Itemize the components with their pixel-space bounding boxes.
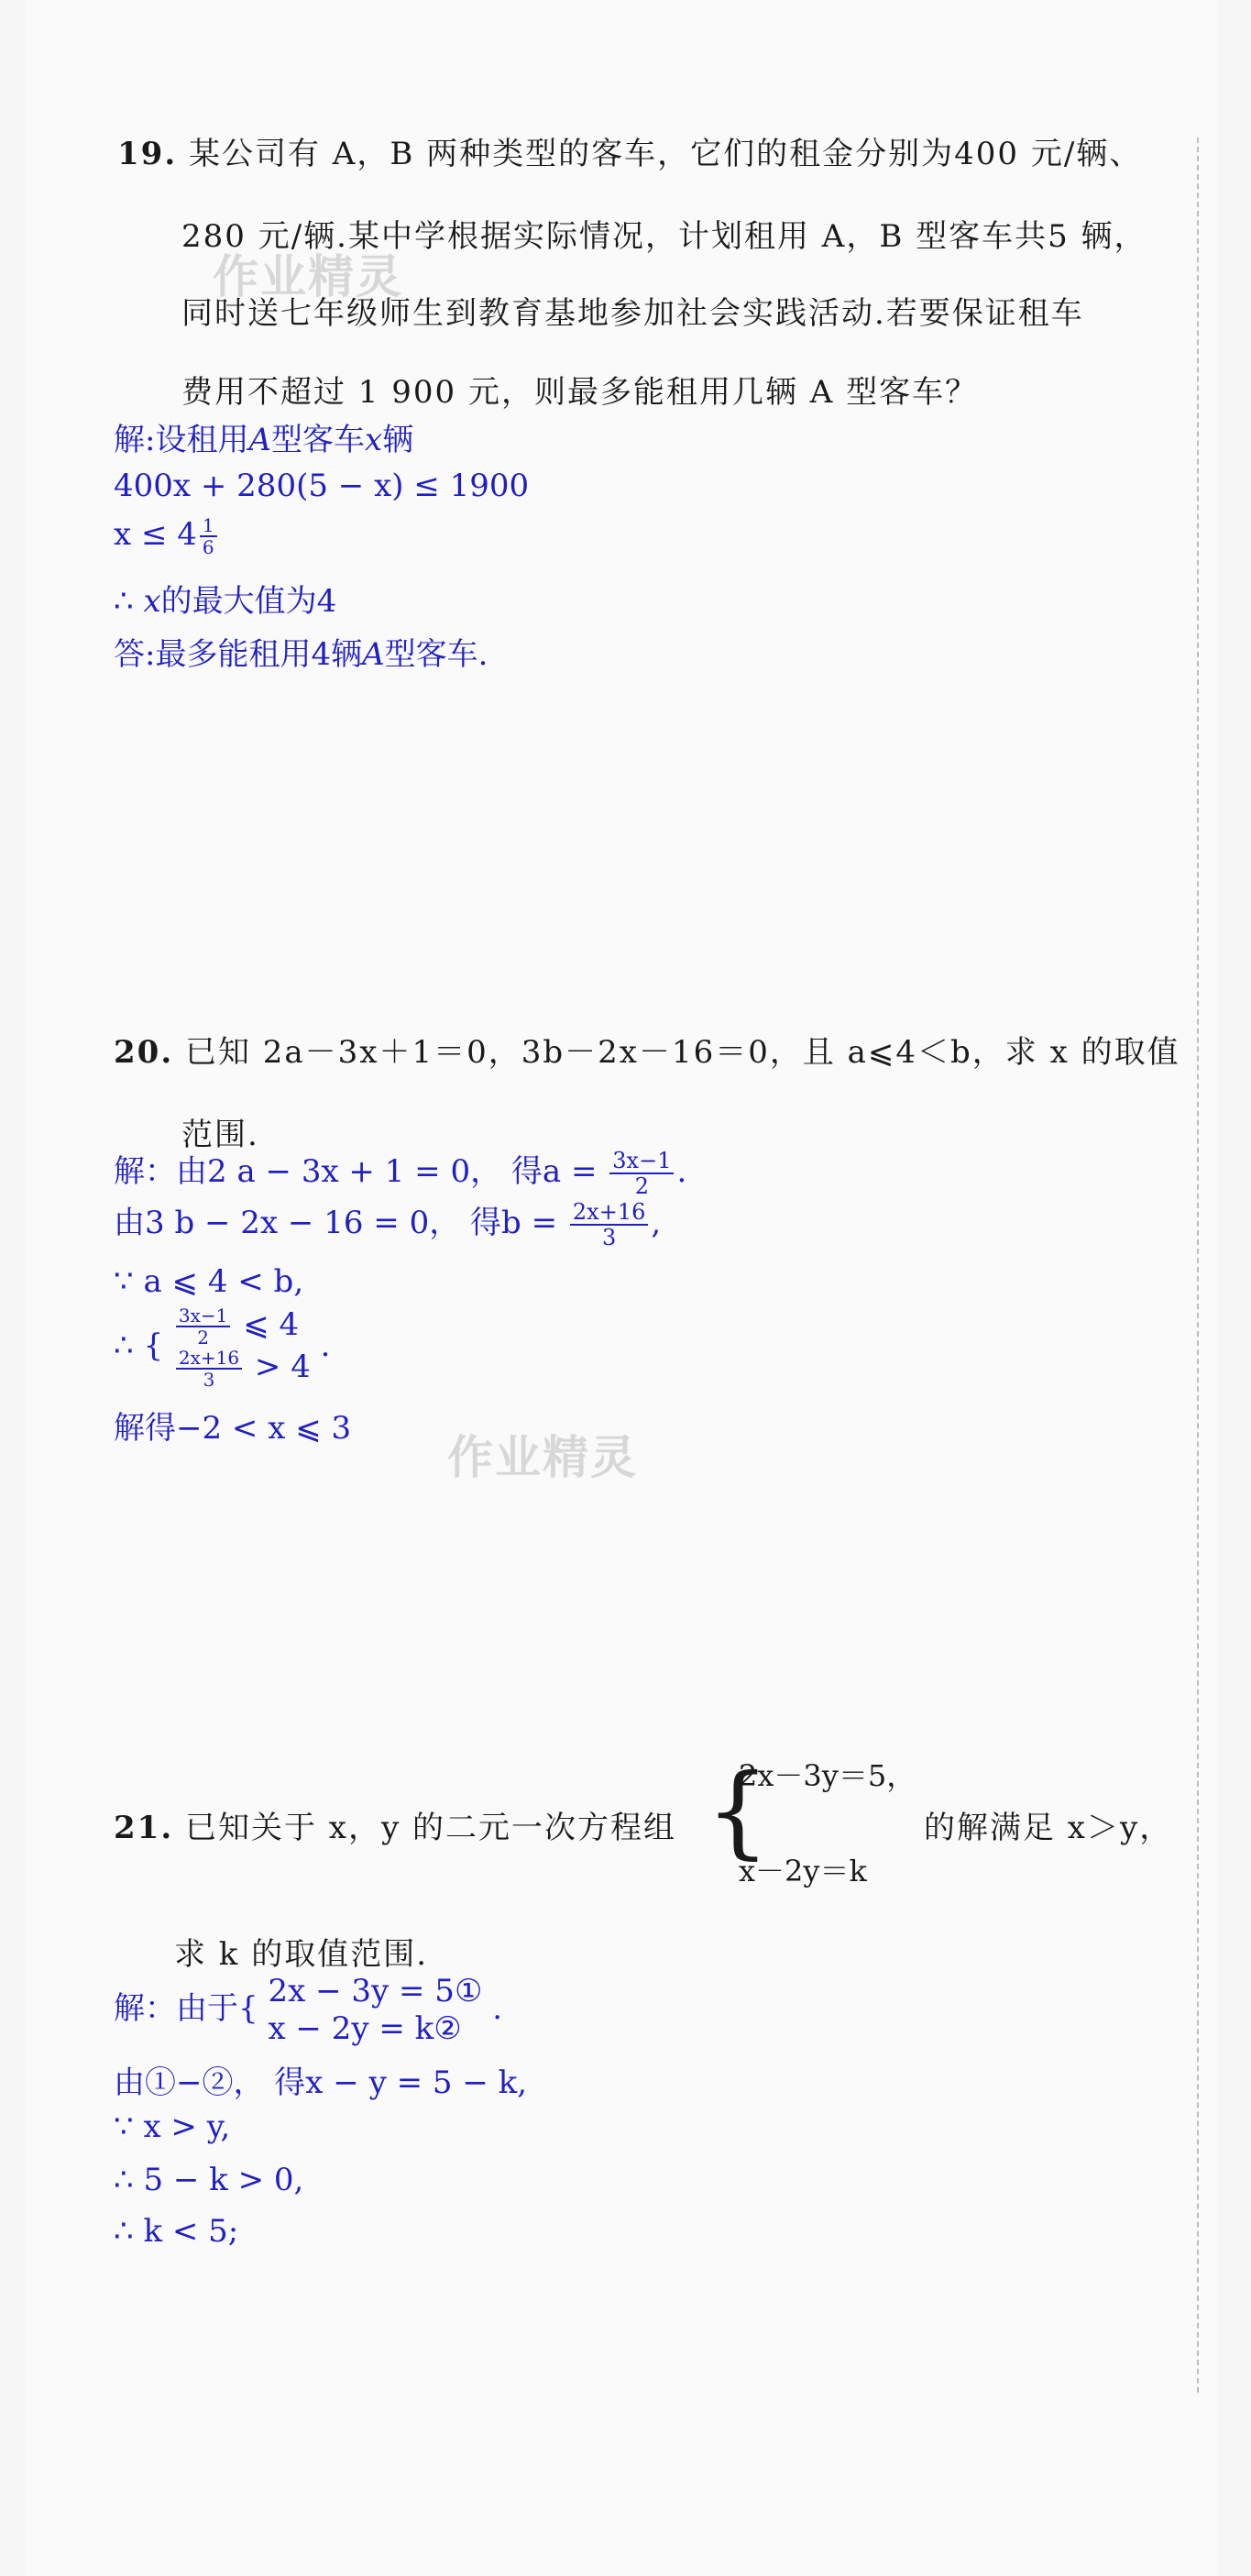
q20-a4-r1-den: 2 xyxy=(197,1327,209,1349)
q21-answer-line1 xyxy=(114,1973,502,2048)
q20-a4-r1-post: ⩽ 4 xyxy=(243,1306,300,1343)
dashed-margin-line xyxy=(1197,138,1199,2393)
q20-a1-num: 3x−1 xyxy=(609,1149,674,1174)
q21-answer-line4: ∴ 5 − k > 0, xyxy=(114,2162,304,2198)
q20-line1 xyxy=(114,1027,1180,1072)
q19-line1 xyxy=(117,128,1142,173)
q19-a1-x: x xyxy=(365,422,383,458)
q20-answer-line2 xyxy=(114,1197,661,1249)
q19-answer-line2: 400x + 280(5 − x) ≤ 1900 xyxy=(114,468,530,504)
q20-a2-pre: 由3 b − 2x − 16 = 0， 得b = xyxy=(114,1205,567,1241)
q20-a1-pre: 解：由2 a − 3x + 1 = 0， 得a = xyxy=(114,1153,608,1190)
q19-a5-pre: 答:最多能租用4辆 xyxy=(114,636,363,673)
q20-a4-brace: ∴ { xyxy=(114,1327,164,1364)
q21-a1-brace: 解：由于{ xyxy=(114,1989,258,2027)
q20-answer-line4 xyxy=(114,1305,330,1390)
q21-sys-row1: 2x－3y＝5， xyxy=(739,1758,916,1793)
watermark-middle: 作业精灵 xyxy=(447,1431,638,1484)
q20-a2-num: 2x+16 xyxy=(570,1200,648,1226)
q21-answer-line3: ∵ x > y, xyxy=(114,2108,231,2145)
q19-answer-line1 xyxy=(114,414,413,459)
q20-a2-den: 3 xyxy=(601,1225,617,1250)
q19-a3-den: 6 xyxy=(202,536,214,558)
q20-number: 20. xyxy=(114,1034,174,1071)
watermark-top: 作业精灵 xyxy=(213,250,403,303)
q20-a1-post: . xyxy=(676,1153,687,1190)
q19-a5-a: A xyxy=(362,636,385,673)
q19-a1-a: A xyxy=(248,422,272,458)
q19-answer-line3 xyxy=(114,515,220,557)
q19-line4: 费用不超过 1 900 元，则最多能租用几辆 A 型客车？ xyxy=(181,374,979,411)
q19-a1-post: 辆 xyxy=(382,422,414,458)
q19-a1-mid: 型客车 xyxy=(271,422,366,458)
q20-line2: 范围. xyxy=(181,1117,259,1153)
q20-a4-r2-den: 3 xyxy=(203,1369,215,1391)
q20-a4-system xyxy=(173,1305,311,1390)
q20-answer-line3: ∵ a ⩽ 4 < b, xyxy=(114,1263,304,1300)
q21-line1 xyxy=(114,1802,676,1847)
q20-line1-text: 已知 2a－3x＋1＝0，3b－2x－16＝0，且 a⩽4＜b，求 x 的取值 xyxy=(184,1034,1180,1071)
q21-answer-line2: 由①−②， 得x − y = 5 − k, xyxy=(114,2064,528,2101)
q19-a3-num: 1 xyxy=(200,515,217,537)
q21-a1-end: . xyxy=(492,1989,503,2027)
q21-number: 21. xyxy=(114,1810,174,1846)
q19-a4-pre: ∴ xyxy=(114,583,144,620)
q19-line1-text: 某公司有 A，B 两种类型的客车，它们的租金分别为400 元/辆、 xyxy=(188,136,1143,172)
q20-answer-line5: 解得−2 < x ⩽ 3 xyxy=(114,1410,352,1447)
q21-line1-pre: 已知关于 x，y 的二元一次方程组 xyxy=(184,1810,676,1846)
q20-a4-r2-post: > 4 xyxy=(254,1349,311,1385)
q19-line3: 同时送七年级师生到教育基地参加社会实践活动.若要保证租车 xyxy=(181,295,1084,332)
q19-line2: 280 元/辆.某中学根据实际情况，计划租用 A，B 型客车共5 辆， xyxy=(181,218,1147,255)
q19-a1-pre: 解:设租用 xyxy=(114,422,249,458)
q19-a4-post: 的最大值为4 xyxy=(160,583,337,620)
q20-a4-r2-num: 2x+16 xyxy=(176,1348,242,1370)
q20-a1-den: 2 xyxy=(634,1173,650,1199)
q21-sys-row2: x－2y＝k xyxy=(739,1854,867,1888)
q21-a1-row1: 2x − 3y = 5① xyxy=(268,1973,483,2009)
q19-answer-line5 xyxy=(114,629,488,674)
q20-a2-post: , xyxy=(651,1205,662,1241)
q20-a4-end: . xyxy=(320,1327,331,1364)
q21-line2: 求 k 的取值范围. xyxy=(174,1936,429,1973)
q19-a3-pre: x ≤ 4 xyxy=(114,516,197,553)
q21-system-brace: { xyxy=(706,1752,770,1869)
q21-answer-line5: ∴ k < 5; xyxy=(114,2213,239,2250)
q21-line1-post: 的解满足 x＞y， xyxy=(924,1810,1173,1846)
q21-a1-system xyxy=(268,1973,482,2048)
q19-answer-line4 xyxy=(114,576,336,621)
q21-a1-row2: x − 2y = k② xyxy=(268,2009,462,2047)
q19-a5-post: 型客车. xyxy=(384,636,488,673)
q19-number: 19. xyxy=(117,136,178,172)
q20-answer-line1 xyxy=(114,1146,686,1198)
q19-a4-x: x xyxy=(143,583,161,620)
q20-a4-r1-num: 3x−1 xyxy=(176,1305,231,1327)
